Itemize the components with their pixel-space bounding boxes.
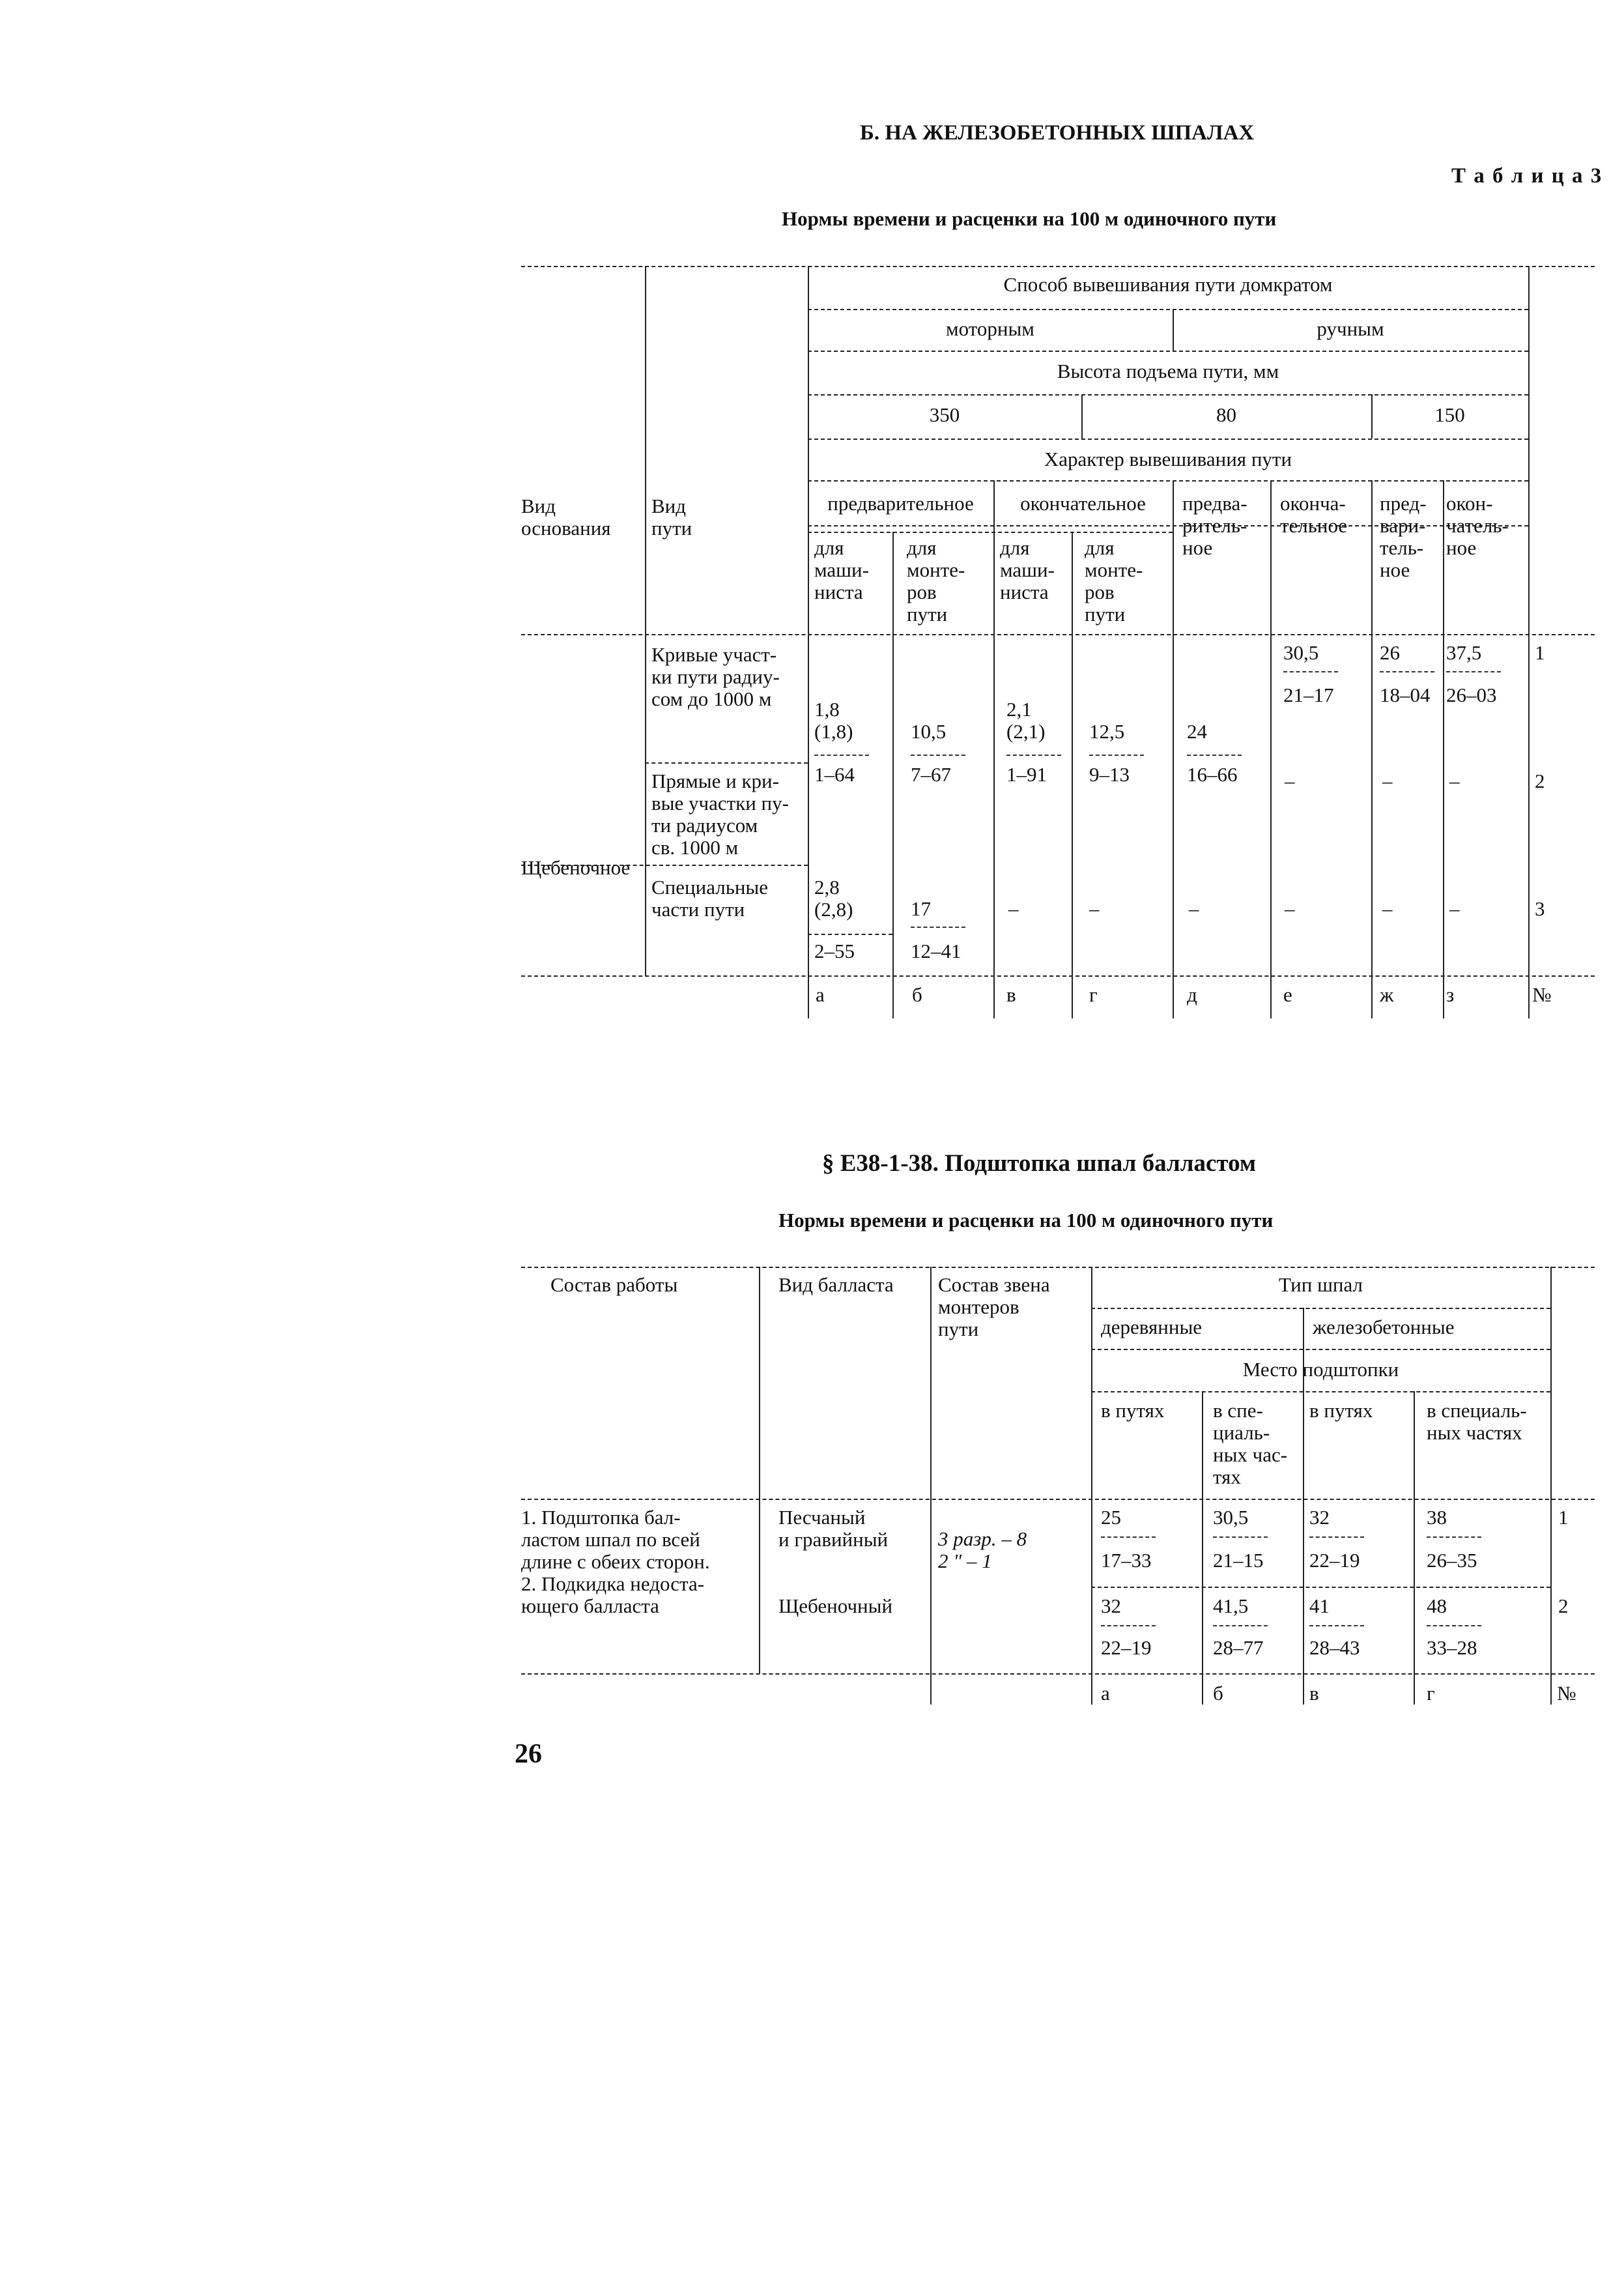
cell-r3-a-price: 2–55 [814,940,855,962]
header-character: Характер вывешивания пути [1044,448,1292,470]
row-label-curves: Кривые участ- ки пути радиу- сом до 1000 м [651,643,780,710]
header-driver-v: для маши- ниста [1000,536,1055,603]
row-label-straight: Прямые и кри- вые участки пу- ти радиусом св. 1000 м [651,770,789,859]
cell-r3-z: – [1449,897,1460,920]
cell-r1-zh-price: 18–04 [1380,684,1431,706]
cell-r3-a-norm: 2,8 (2,8) [814,876,853,921]
column-letter: з [1446,983,1455,1006]
header-fitters-b: для монте- ров пути [907,536,965,626]
header-method: Способ вывешивания пути домкратом [1003,273,1333,296]
row-label-special: Специальные части пути [651,876,769,921]
header-prelim: предварительное [827,492,974,515]
cell-r1-z-norm: 37,5 [1446,641,1482,664]
column-letter: в [1006,983,1016,1006]
cell-m-d-price: 16–66 [1187,763,1238,786]
header-sleeper-type: Тип шпал [1278,1273,1363,1296]
row-number: 1 [1535,641,1545,664]
crew-composition: 3 разр. – 8 2 " – 1 [938,1527,1027,1572]
header-work: Состав работы [550,1273,678,1296]
cell-r1-z-price: 26–03 [1446,684,1497,706]
header-fitters-g: для монте- ров пути [1085,536,1143,626]
header-height-150: 150 [1434,403,1465,426]
cell-m-b-price: 7–67 [911,763,951,786]
column-letter: г [1089,983,1098,1006]
column-letter: а [816,983,825,1006]
cell-r2-g-price: 33–28 [1427,1636,1477,1659]
cell-r3-b-norm: 17 [911,897,931,920]
cell-r1-b-price: 21–15 [1213,1549,1264,1572]
base-kind-crushed: Щебеночное [521,856,631,879]
cell-r2-v-price: 28–43 [1309,1636,1360,1659]
page-number: 26 [515,1739,542,1769]
cell-r2-z: – [1449,770,1460,792]
column-letter: б [912,983,922,1006]
column-letter: б [1213,1682,1223,1705]
cell-m-a-norm: 1,8 (1,8) [814,698,853,743]
row-number: 2 [1558,1594,1569,1617]
row-number: 1 [1558,1506,1569,1529]
cell-r3-zh: – [1382,897,1393,920]
header-final-e: оконча- тельное [1280,492,1348,537]
cell-r2-e: – [1285,770,1295,792]
cell-m-a-price: 1–64 [814,763,855,786]
cell-r2-g-norm: 48 [1427,1594,1447,1617]
header-motor: моторным [946,317,1034,340]
cell-r3-b-price: 12–41 [911,940,962,962]
section-title-e38: § Е38-1-38. Подштопка шпал балластом [822,1150,1257,1177]
table-label: Т а б л и ц а 3 [1451,164,1603,188]
cell-r1-v-norm: 32 [1309,1506,1330,1529]
header-prelim-d: предва- ритель- ное [1182,492,1247,559]
cell-r3-e: – [1285,897,1295,920]
header-place: Место подштопки [1242,1358,1399,1381]
header-height-80: 80 [1216,403,1236,426]
header-final: окончательное [1020,492,1146,515]
cell-m-g-norm: 12,5 [1089,720,1125,743]
header-in-special-g: в специаль- ных частях [1427,1399,1527,1444]
cell-r1-v-price: 22–19 [1309,1549,1360,1572]
cell-m-d-norm: 24 [1187,720,1207,743]
cell-m-g-price: 9–13 [1089,763,1130,786]
column-letter: д [1187,983,1197,1006]
column-letter: г [1427,1682,1435,1705]
table-subtitle-e38: Нормы времени и расценки на 100 м одиночного пути [778,1209,1274,1232]
cell-r3-g: – [1089,897,1100,920]
column-letter: ж [1380,983,1394,1006]
header-base-kind: Вид основания [521,495,611,540]
work-description: 1. Подштопка бал- ластом шпал по всей длине с обеих сторон. 2. Подкидка недоста- ющего балласта [521,1506,710,1617]
cell-m-v-price: 1–91 [1006,763,1047,786]
header-height-350: 350 [929,403,960,426]
column-letter: в [1309,1682,1319,1705]
header-track-kind: Вид пути [651,495,692,540]
cell-r1-g-price: 26–35 [1427,1549,1477,1572]
section-title: Б. НА ЖЕЛЕЗОБЕТОННЫХ ШПАЛАХ [860,121,1255,145]
row-number: 2 [1535,770,1545,792]
cell-m-b-norm: 10,5 [911,720,947,743]
number-sign: № [1557,1682,1576,1705]
table-subtitle: Нормы времени и расценки на 100 м одиночного пути [782,207,1277,230]
column-letter: е [1283,983,1292,1006]
cell-m-v-norm: 2,1 (2,1) [1006,698,1046,743]
header-crew: Состав звена монтеров пути [938,1273,1050,1340]
header-ballast: Вид балласта [778,1273,894,1296]
cell-r1-zh-norm: 26 [1380,641,1400,664]
cell-r2-a-norm: 32 [1101,1594,1121,1617]
header-in-tracks-v: в путях [1309,1399,1373,1422]
cell-r2-zh: – [1382,770,1393,792]
cell-r3-d: – [1189,897,1199,920]
header-final-z: окон- чатель- ное [1446,492,1509,559]
cell-r1-g-norm: 38 [1427,1506,1447,1529]
cell-r1-a-norm: 25 [1101,1506,1121,1529]
cell-r1-a-price: 17–33 [1101,1549,1152,1572]
header-driver-a: для маши- ниста [814,536,869,603]
ballast-crushed: Щебеночный [778,1594,893,1617]
header-height: Высота подъема пути, мм [1057,360,1279,382]
header-wooden: деревянные [1101,1316,1203,1338]
cell-r2-v-norm: 41 [1309,1594,1330,1617]
header-prelim-zh: пред- вари- тель- ное [1380,492,1427,581]
column-letter: а [1101,1682,1110,1705]
cell-r2-b-price: 28–77 [1213,1636,1264,1659]
header-concrete: железобетонные [1313,1316,1455,1338]
cell-r2-a-price: 22–19 [1101,1636,1152,1659]
row-number: 3 [1535,897,1545,920]
cell-r3-v: – [1008,897,1019,920]
number-sign: № [1532,983,1552,1006]
header-in-special-b: в спе- циаль- ных час- тях [1213,1399,1288,1488]
header-in-tracks-a: в путях [1101,1399,1165,1422]
cell-r1-e-norm: 30,5 [1283,641,1319,664]
cell-r2-b-norm: 41,5 [1213,1594,1249,1617]
header-manual: ручным [1317,317,1384,340]
cell-r1-e-price: 21–17 [1283,684,1334,706]
cell-r1-b-norm: 30,5 [1213,1506,1249,1529]
ballast-sand-gravel: Песчаный и гравийный [778,1506,889,1551]
